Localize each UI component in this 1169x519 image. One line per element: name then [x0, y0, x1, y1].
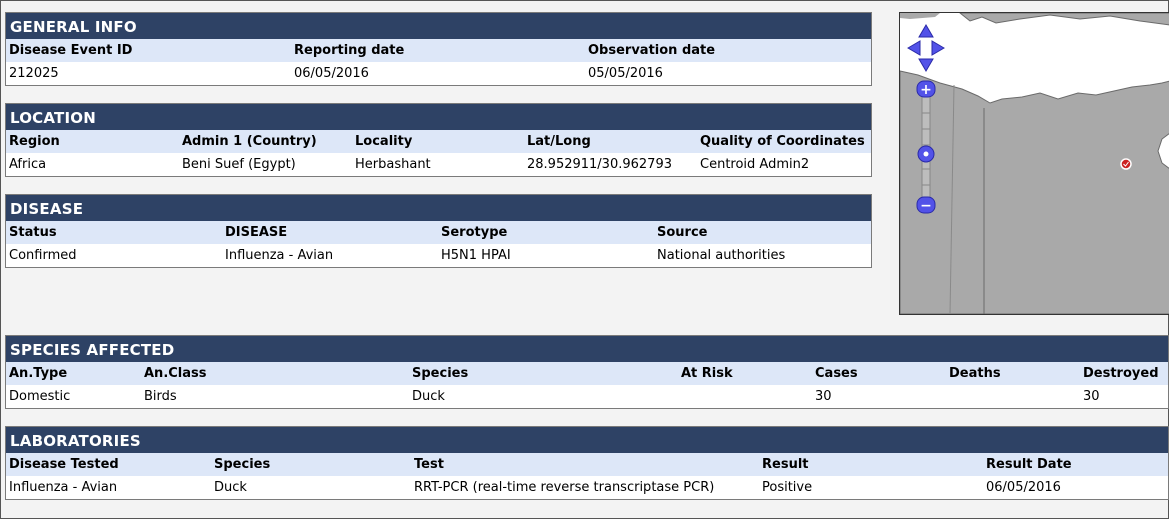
header-locality: Locality: [355, 134, 413, 149]
zoom-in-label: +: [920, 82, 932, 98]
pan-right-icon[interactable]: [932, 41, 944, 55]
general-info-data-row: [6, 62, 871, 85]
disease-title: DISEASE: [6, 195, 871, 221]
location-panel: [5, 103, 872, 177]
header-status: Status: [9, 225, 57, 240]
general-info-header-row: [6, 39, 871, 62]
reporting-date-value: 06/05/2016: [294, 66, 369, 81]
header-at-risk: At Risk: [681, 366, 733, 381]
test-value: RRT-PCR (real-time reverse transcriptase PCR): [414, 480, 715, 495]
header-destroyed: Destroyed: [1083, 366, 1159, 381]
header-disease-event-id: Disease Event ID: [9, 43, 133, 58]
an-class-value: Birds: [144, 389, 177, 404]
result-value: Positive: [762, 480, 813, 495]
species-data-row: [6, 385, 1168, 408]
header-observation-date: Observation date: [588, 43, 716, 58]
species-value: Duck: [412, 389, 445, 404]
lat-long-value: 28.952911/30.962793: [527, 157, 672, 172]
header-an-class: An.Class: [144, 366, 207, 381]
admin1-value: Beni Suef (Egypt): [182, 157, 296, 172]
header-region: Region: [9, 134, 60, 149]
lab-species-value: Duck: [214, 480, 247, 495]
map-land-north: [960, 13, 1169, 25]
disease-header-row: [6, 221, 871, 244]
header-test: Test: [414, 457, 444, 472]
labs-data-row: [6, 476, 1168, 499]
header-deaths: Deaths: [949, 366, 1001, 381]
observation-date-value: 05/05/2016: [588, 66, 663, 81]
pan-up-icon[interactable]: [919, 25, 933, 37]
header-result-date: Result Date: [986, 457, 1072, 472]
disease-event-id-value: 212025: [9, 66, 59, 81]
an-type-value: Domestic: [9, 389, 71, 404]
labs-header-row: [6, 453, 1168, 476]
header-cases: Cases: [815, 366, 858, 381]
header-reporting-date: Reporting date: [294, 43, 405, 58]
header-lab-species: Species: [214, 457, 271, 472]
pan-down-icon[interactable]: [919, 59, 933, 71]
disease-tested-value: Influenza - Avian: [9, 480, 118, 495]
header-result: Result: [762, 457, 809, 472]
outbreak-map[interactable]: [899, 12, 1169, 315]
species-header-row: [6, 362, 1168, 385]
header-admin1: Admin 1 (Country): [182, 134, 317, 149]
quality-of-coordinates-value: Centroid Admin2: [700, 157, 810, 172]
disease-panel: [5, 194, 872, 268]
general-info-panel: [5, 12, 872, 86]
species-affected-panel: [5, 335, 1169, 409]
result-date-value: 06/05/2016: [986, 480, 1061, 495]
cases-value: 30: [815, 389, 832, 404]
zoom-out-label: −: [920, 198, 932, 214]
destroyed-value: 30: [1083, 389, 1100, 404]
header-source: Source: [657, 225, 708, 240]
header-an-type: An.Type: [9, 366, 68, 381]
header-serotype: Serotype: [441, 225, 508, 240]
location-data-row: [6, 153, 871, 176]
serotype-value: H5N1 HPAI: [441, 248, 511, 263]
region-value: Africa: [9, 157, 47, 172]
disease-data-row: [6, 244, 871, 267]
source-value: National authorities: [657, 248, 786, 263]
laboratories-title: LABORATORIES: [6, 427, 1168, 453]
species-affected-title: SPECIES AFFECTED: [6, 336, 1168, 362]
header-disease-tested: Disease Tested: [9, 457, 119, 472]
outbreak-marker-icon[interactable]: [1121, 159, 1131, 169]
status-value: Confirmed: [9, 248, 77, 263]
map-canvas[interactable]: [900, 13, 1169, 314]
location-title: LOCATION: [6, 104, 871, 130]
general-info-title: GENERAL INFO: [6, 13, 871, 39]
locality-value: Herbashant: [355, 157, 431, 172]
location-header-row: [6, 130, 871, 153]
laboratories-panel: [5, 426, 1169, 500]
disease-value: Influenza - Avian: [225, 248, 334, 263]
map-land: [900, 71, 1169, 314]
header-disease: DISEASE: [225, 225, 288, 240]
map-land-island: [900, 13, 940, 19]
header-quality-of-coordinates: Quality of Coordinates: [700, 134, 865, 149]
header-lat-long: Lat/Long: [527, 134, 591, 149]
header-species: Species: [412, 366, 469, 381]
zoom-slider-knob-dot: [924, 152, 929, 157]
pan-left-icon[interactable]: [908, 41, 920, 55]
